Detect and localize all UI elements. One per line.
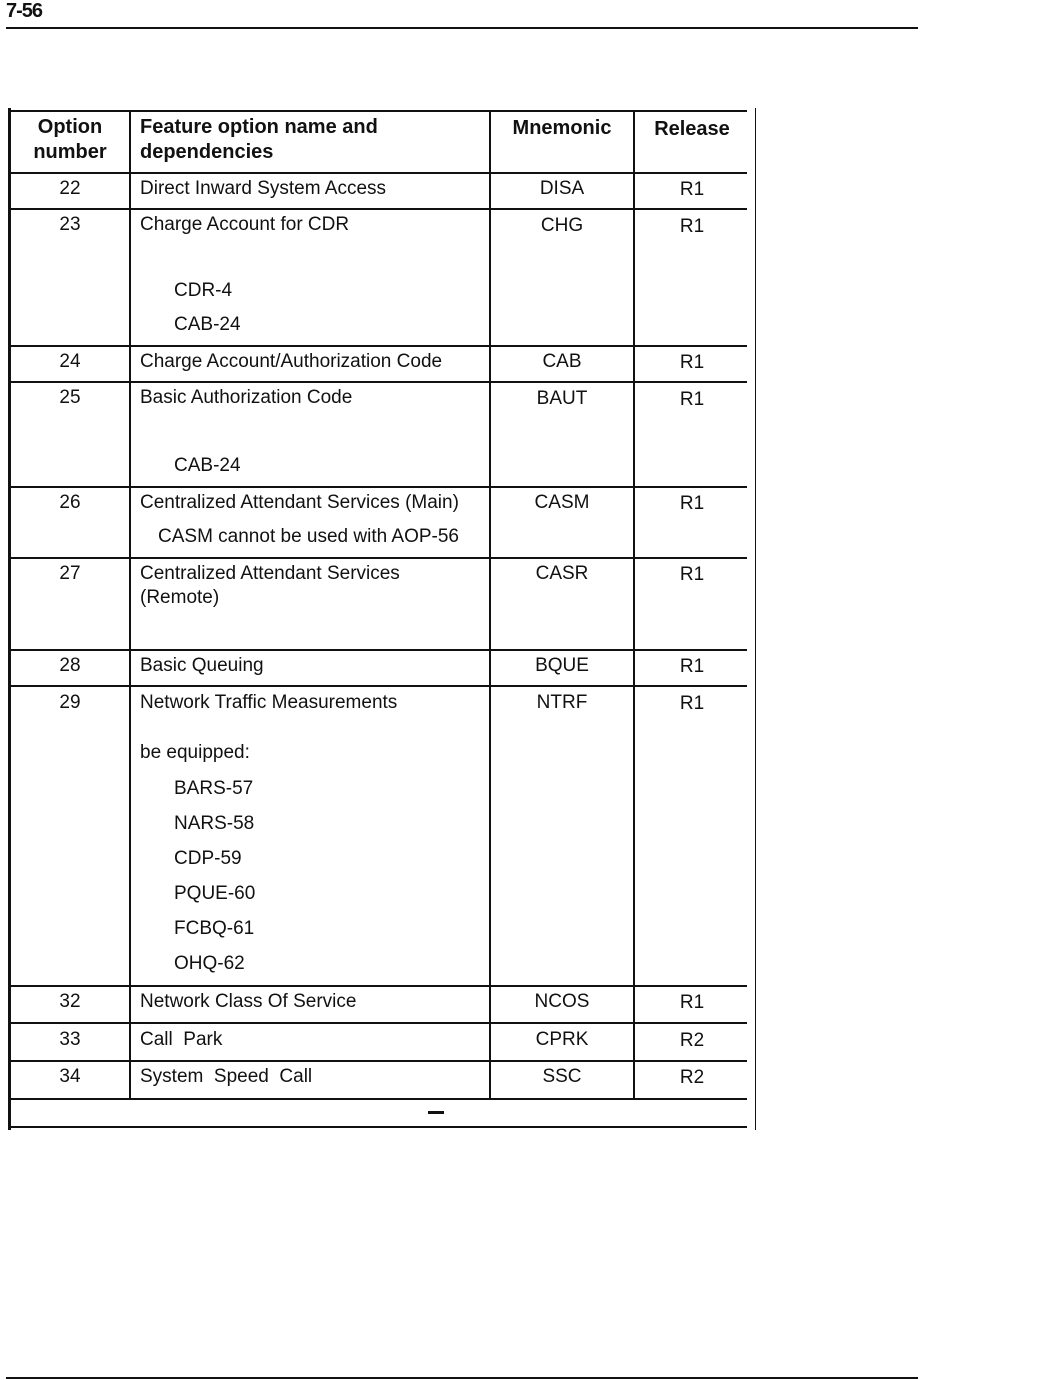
dependency: OHQ-62 xyxy=(174,953,245,974)
header-option xyxy=(10,115,130,165)
mnemonic: DISA xyxy=(539,178,585,199)
dependency: PQUE-60 xyxy=(174,883,256,904)
table-bottom-border xyxy=(10,1126,747,1128)
header-release: Release xyxy=(654,118,730,140)
mnemonic: CAB xyxy=(542,351,582,372)
row-divider xyxy=(10,381,747,383)
header-feature-line1: Feature option name and xyxy=(140,116,378,138)
feature-name: Network Traffic Measurements xyxy=(140,692,398,713)
row-divider xyxy=(10,685,747,687)
mnemonic: NTRF xyxy=(536,692,588,713)
feature-name: System Speed Call xyxy=(140,1066,313,1087)
row-divider xyxy=(10,1098,747,1100)
dependency-note: CASM cannot be used with AOP-56 xyxy=(158,526,459,547)
dependency: CDR-4 xyxy=(174,280,233,301)
feature-name: Basic Queuing xyxy=(140,655,264,676)
option-number: 25 xyxy=(59,387,81,408)
mnemonic: CPRK xyxy=(535,1029,589,1050)
option-number: 34 xyxy=(59,1066,81,1087)
column-divider xyxy=(489,110,491,1098)
feature-name: Charge Account/Authorization Code xyxy=(140,351,443,372)
mnemonic: CASR xyxy=(535,563,589,584)
feature-name: Charge Account for CDR xyxy=(140,214,350,235)
feature-name: Call Park xyxy=(140,1029,223,1050)
feature-name: Direct Inward System Access xyxy=(140,178,387,199)
header-rule xyxy=(6,27,918,29)
option-number: 24 xyxy=(59,351,81,372)
table-top-border xyxy=(10,110,747,112)
dependency: FCBQ-61 xyxy=(174,918,255,939)
continuation-dash xyxy=(428,1111,444,1114)
release: R1 xyxy=(679,389,705,410)
release: R1 xyxy=(679,179,705,200)
release: R1 xyxy=(679,216,705,237)
release: R2 xyxy=(679,1030,705,1051)
header-option-line2: number xyxy=(33,141,107,163)
row-divider xyxy=(10,1060,747,1062)
row-divider xyxy=(10,486,747,488)
mnemonic: SSC xyxy=(542,1066,582,1087)
dependency: CAB-24 xyxy=(174,314,241,335)
release: R1 xyxy=(679,656,705,677)
dependency: CDP-59 xyxy=(174,848,242,869)
feature-name: Basic Authorization Code xyxy=(140,387,353,408)
header-feature xyxy=(140,115,378,165)
row-divider xyxy=(10,345,747,347)
dependency-note: be equipped: xyxy=(140,742,250,763)
option-number: 33 xyxy=(59,1029,81,1050)
mnemonic: CHG xyxy=(540,215,584,236)
row-divider xyxy=(10,649,747,651)
release: R1 xyxy=(679,493,705,514)
release: R1 xyxy=(679,693,705,714)
row-divider xyxy=(10,557,747,559)
dependency: CAB-24 xyxy=(174,455,241,476)
feature-name: Network Class Of Service xyxy=(140,991,357,1012)
footer-rule xyxy=(6,1377,918,1379)
dependency: NARS-58 xyxy=(174,813,255,834)
option-number: 22 xyxy=(59,178,81,199)
release: R1 xyxy=(679,992,705,1013)
feature-name-continued: (Remote) xyxy=(140,587,220,608)
option-number: 28 xyxy=(59,655,81,676)
feature-name: Centralized Attendant Services (Main) xyxy=(140,492,459,513)
feature-options-table xyxy=(8,108,756,1130)
mnemonic: NCOS xyxy=(534,991,590,1012)
header-feature-line2: dependencies xyxy=(140,141,274,163)
row-divider xyxy=(10,172,747,174)
row-divider xyxy=(10,985,747,987)
option-number: 32 xyxy=(59,991,81,1012)
column-divider xyxy=(129,110,131,1098)
option-number: 23 xyxy=(59,214,81,235)
dependency: BARS-57 xyxy=(174,778,254,799)
release: R1 xyxy=(679,352,705,373)
mnemonic: BQUE xyxy=(535,655,589,676)
row-divider xyxy=(10,208,747,210)
mnemonic: CASM xyxy=(534,492,590,513)
release: R1 xyxy=(679,564,705,585)
option-number: 29 xyxy=(59,692,81,713)
release: R2 xyxy=(679,1067,705,1088)
header-option-line1: Option xyxy=(37,116,103,138)
column-divider xyxy=(633,110,635,1098)
feature-name: Centralized Attendant Services xyxy=(140,563,400,584)
header-mnemonic: Mnemonic xyxy=(512,117,612,139)
mnemonic: BAUT xyxy=(536,388,588,409)
option-number: 27 xyxy=(59,563,81,584)
row-divider xyxy=(10,1022,747,1024)
page-number: 7-56 xyxy=(6,0,43,22)
option-number: 26 xyxy=(59,492,81,513)
